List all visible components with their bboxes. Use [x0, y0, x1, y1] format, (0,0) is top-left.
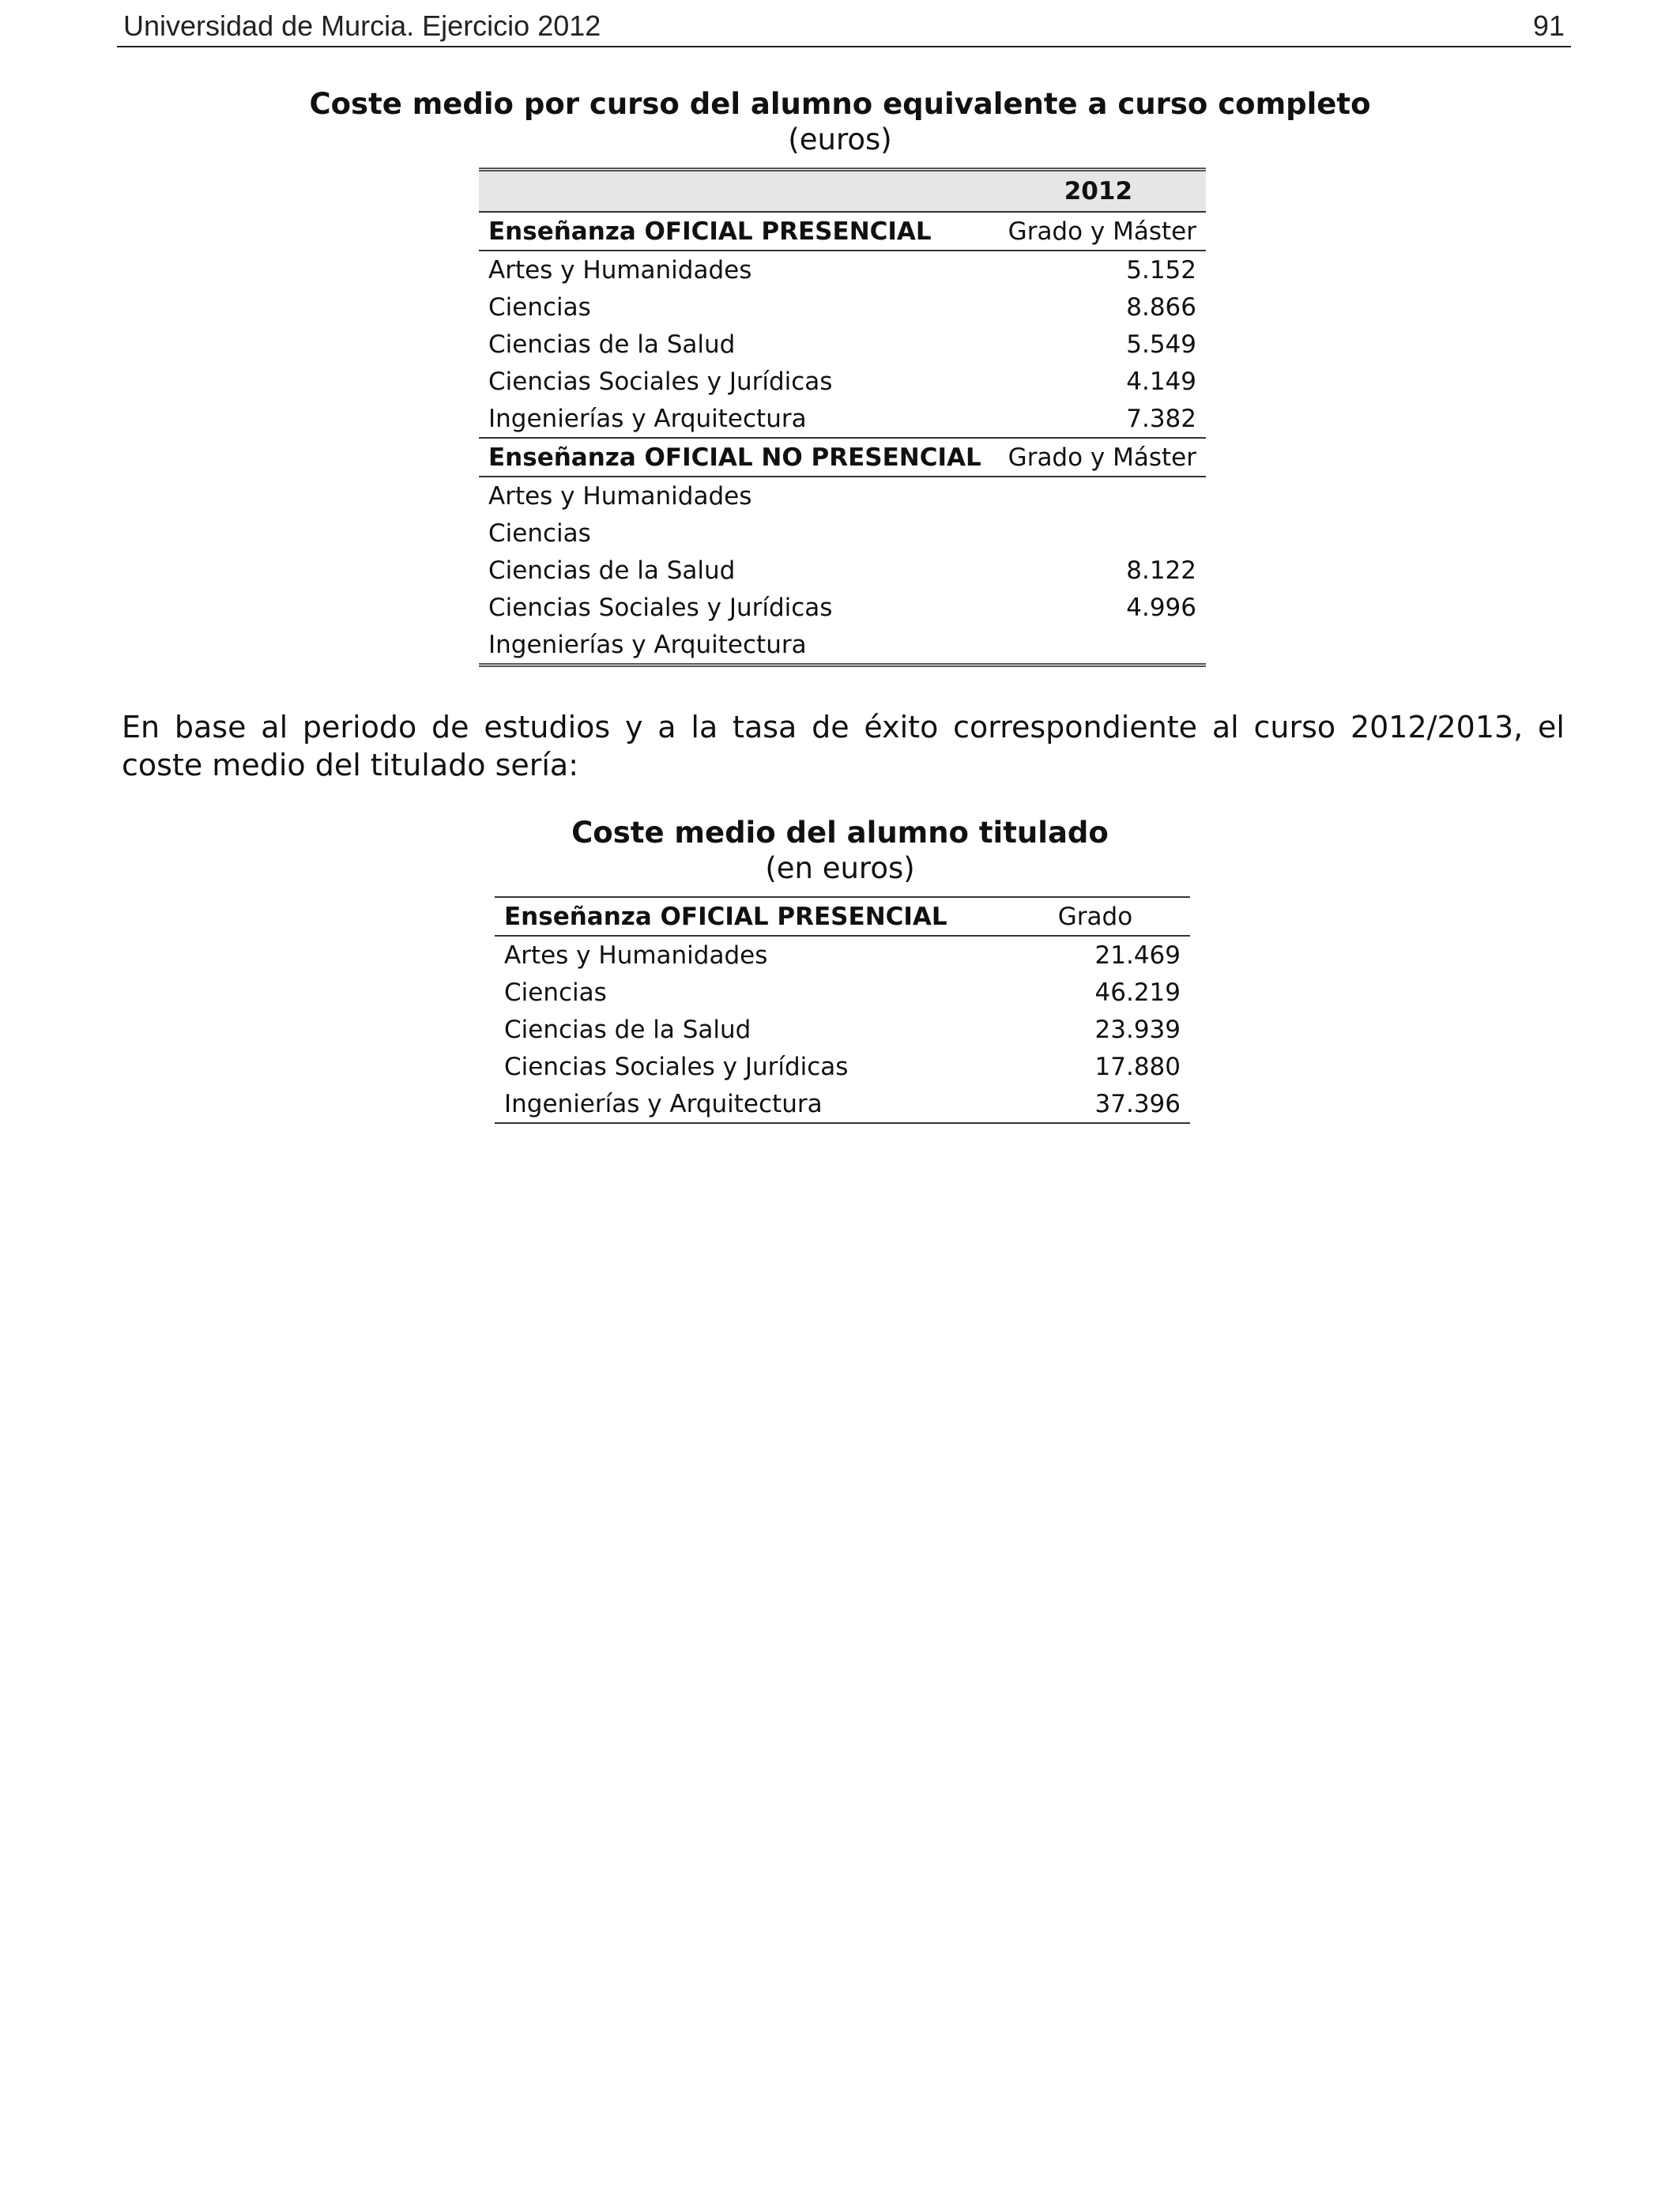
row-value: 7.382	[991, 400, 1206, 438]
row-value: 46.219	[1094, 978, 1181, 1007]
table2-caption	[0, 816, 1680, 885]
row-value: 4.149	[1126, 367, 1196, 396]
table1-section-heading	[479, 212, 1206, 251]
table1-year: 2012	[991, 170, 1206, 213]
table-row	[479, 626, 1206, 665]
row-label: Ingenierías y Arquitectura	[479, 626, 991, 665]
row-value	[991, 515, 1206, 552]
table-row	[479, 400, 1206, 438]
section-column-label: Grado y Máster	[991, 212, 1206, 251]
row-label: Ciencias Sociales y Jurídicas	[504, 1052, 849, 1081]
section-heading-label: Enseñanza OFICIAL PRESENCIAL	[495, 897, 1000, 936]
table-row	[495, 1011, 1190, 1048]
row-value: 4.996	[1126, 593, 1196, 622]
row-label: Artes y Humanidades	[488, 255, 752, 285]
table1-corner-cell	[479, 170, 991, 213]
table-row	[495, 1085, 1190, 1123]
table-row	[495, 974, 1190, 1011]
page-header	[117, 5, 1571, 47]
row-value	[991, 477, 1206, 515]
body-paragraph: En base al periodo de estudios y a la tasa de éxito correspondiente al curso 2012/2013, el coste medio del titulado sería:	[122, 710, 1565, 782]
row-label: Ciencias	[504, 978, 607, 1007]
row-label: Ciencias	[488, 292, 591, 322]
table1-title: Coste medio por curso del alumno equivalente a curso completo	[309, 87, 1371, 121]
row-value: 23.939	[1094, 1015, 1181, 1044]
row-value: 21.469	[1094, 941, 1181, 970]
row-label: Ciencias Sociales y Jurídicas	[488, 593, 833, 622]
table-row	[479, 288, 1206, 326]
table1-caption	[0, 87, 1680, 156]
table-row	[479, 477, 1206, 515]
row-label: Ciencias Sociales y Jurídicas	[488, 367, 833, 396]
row-label: Ciencias	[488, 518, 591, 548]
section-column-label: Grado y Máster	[991, 438, 1206, 477]
page-number: 91	[1532, 9, 1565, 42]
row-value: 37.396	[1000, 1085, 1190, 1123]
table1-subtitle: (euros)	[788, 123, 892, 156]
table-row	[479, 552, 1206, 589]
row-value: 8.866	[1126, 292, 1196, 322]
row-value: 17.880	[1094, 1052, 1181, 1081]
row-label: Ingenierías y Arquitectura	[495, 1085, 1000, 1123]
table2-title: Coste medio del alumno titulado	[571, 816, 1109, 850]
section-heading-label: Enseñanza OFICIAL NO PRESENCIAL	[479, 438, 991, 477]
row-label: Ciencias de la Salud	[504, 1015, 751, 1044]
table-row	[495, 936, 1190, 974]
graduate-cost-table	[495, 896, 1190, 1124]
table-row	[479, 515, 1206, 552]
row-label: Ciencias de la Salud	[488, 556, 736, 585]
table-row	[495, 1048, 1190, 1085]
table-row	[479, 589, 1206, 626]
table2-section-heading	[495, 897, 1190, 936]
header-title: Universidad de Murcia. Ejercicio 2012	[123, 9, 601, 42]
section-heading-label: Enseñanza OFICIAL PRESENCIAL	[479, 212, 991, 251]
row-value: 5.549	[1126, 330, 1196, 359]
row-label: Artes y Humanidades	[488, 481, 752, 511]
table-row	[479, 363, 1206, 400]
row-value: 8.122	[1126, 556, 1196, 585]
table2-subtitle: (en euros)	[765, 851, 915, 885]
row-label: Ciencias de la Salud	[488, 330, 736, 359]
row-label: Ingenierías y Arquitectura	[479, 400, 991, 438]
table1-year-row	[479, 170, 1206, 213]
row-value: 5.152	[1126, 255, 1196, 285]
table1-section-heading	[479, 438, 1206, 477]
cost-per-course-table	[479, 168, 1206, 667]
row-value	[991, 626, 1206, 665]
table-row	[479, 251, 1206, 288]
section-column-label: Grado	[1000, 897, 1190, 936]
table-row	[479, 326, 1206, 363]
row-label: Artes y Humanidades	[504, 941, 768, 970]
